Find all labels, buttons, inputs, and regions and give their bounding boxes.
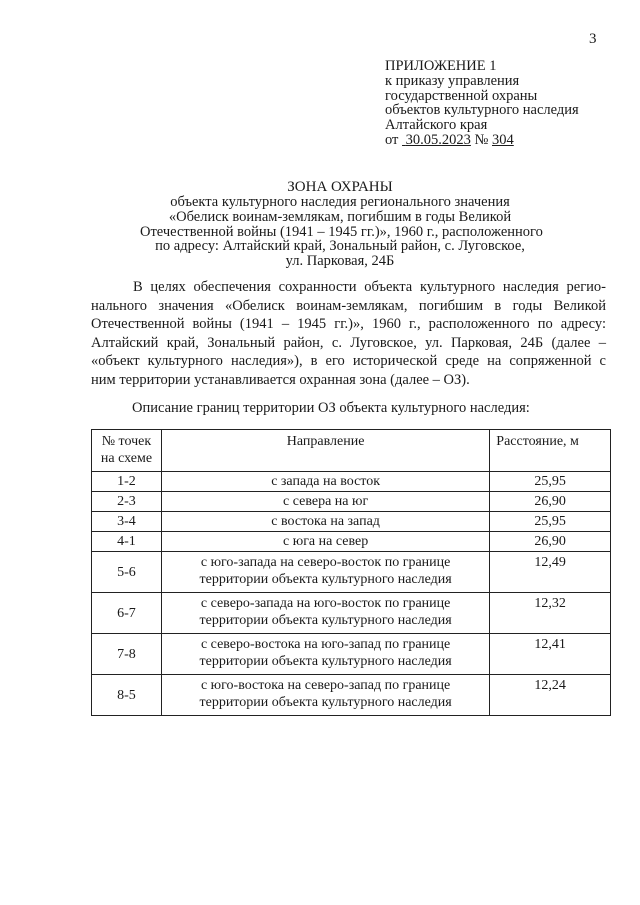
cell-points: 5-6 <box>92 552 162 593</box>
appendix-heading: ПРИЛОЖЕНИЕ 1 <box>385 58 497 74</box>
cell-direction: с запада на восток <box>161 472 489 492</box>
cell-distance: 26,90 <box>490 492 611 512</box>
cell-points: 4-1 <box>92 532 162 552</box>
boundary-table <box>91 429 611 716</box>
appendix-line: государственной охраны <box>385 87 538 104</box>
table-row <box>92 512 611 532</box>
cell-distance: 26,90 <box>490 532 611 552</box>
paragraph-line: В целях обеспечения сохранности объекта культурного наследия регио- <box>133 279 606 295</box>
document-subtitle <box>140 194 543 270</box>
cell-distance: 12,41 <box>490 634 611 675</box>
cell-distance: 12,32 <box>490 593 611 634</box>
cell-direction: с юго-запада на северо-восток по границе территории объекта культурного наследия <box>161 552 489 593</box>
cell-direction: с востока на запад <box>161 512 489 532</box>
cell-points: 3-4 <box>92 512 162 532</box>
document-title: ЗОНА ОХРАНЫ <box>287 179 393 195</box>
subtitle-line: «Обелиск воинам-землякам, погибшим в годы Великой <box>168 208 512 225</box>
page-number: 3 <box>589 31 597 47</box>
cell-direction: с севера на юг <box>161 492 489 512</box>
cell-points: 6-7 <box>92 593 162 634</box>
cell-points: 7-8 <box>92 634 162 675</box>
header-points: № точек на схеме <box>92 430 162 472</box>
table-header-row <box>92 430 611 472</box>
cell-distance: 12,49 <box>490 552 611 593</box>
table-row <box>92 593 611 634</box>
cell-direction: с северо-запада на юго-восток по границе территории объекта культурного наследия <box>161 593 489 634</box>
order-date: 30.05.2023 <box>405 131 471 148</box>
header-direction: Направление <box>161 430 489 472</box>
cell-distance: 25,95 <box>490 472 611 492</box>
cell-direction: с юго-востока на северо-запад по границе территории объекта культурного наследия <box>161 675 489 716</box>
paragraph-line: Отечественной войны (1941 – 1945 гг.)», 1960 г., расположенного по адресу: <box>91 316 606 332</box>
table-row <box>92 634 611 675</box>
table-row <box>92 472 611 492</box>
appendix-line: Алтайского края <box>385 117 488 134</box>
table-caption: Описание границ территории ОЗ объекта культурного наследия: <box>132 400 530 416</box>
date-prefix: от <box>385 131 399 148</box>
cell-points: 8-5 <box>92 675 162 716</box>
appendix-header <box>385 59 579 148</box>
order-number: 304 <box>492 131 514 148</box>
appendix-line: к приказу управления <box>385 72 520 89</box>
cell-direction: с северо-востока на юго-запад по границе территории объекта культурного наследия <box>161 634 489 675</box>
subtitle-line: по адресу: Алтайский край, Зональный район, с. Луговское, <box>155 238 525 255</box>
paragraph-line: Алтайский край, Зональный район, с. Луговское, ул. Парковая, 24Б (далее – <box>91 334 606 351</box>
appendix-date-line <box>385 133 579 148</box>
cell-distance: 12,24 <box>490 675 611 716</box>
subtitle-line: Отечественной войны (1941 – 1945 гг.)», 1960 г., расположенного <box>140 223 543 240</box>
cell-direction: с юга на север <box>161 532 489 552</box>
subtitle-line: ул. Парковая, 24Б <box>285 253 395 270</box>
table-row <box>92 532 611 552</box>
number-prefix: № <box>474 131 489 148</box>
cell-points: 2-3 <box>92 492 162 512</box>
subtitle-line: объекта культурного наследия регионального значения <box>170 194 510 210</box>
table-row <box>92 552 611 593</box>
body-paragraph <box>91 278 606 389</box>
header-distance: Расстояние, м <box>490 430 611 472</box>
cell-distance: 25,95 <box>490 512 611 532</box>
table-row <box>92 492 611 512</box>
cell-points: 1-2 <box>92 472 162 492</box>
paragraph-line: ним территории устанавливается охранная зона (далее – ОЗ). <box>91 371 470 388</box>
paragraph-line: «объект культурного наследия»), в его исторической среде на сопряженной с <box>91 353 606 369</box>
table-row <box>92 675 611 716</box>
paragraph-line: нального значения «Обелиск воинам-землякам, погибшим в годы Великой <box>91 297 606 314</box>
appendix-line: объектов культурного наследия <box>385 102 579 119</box>
